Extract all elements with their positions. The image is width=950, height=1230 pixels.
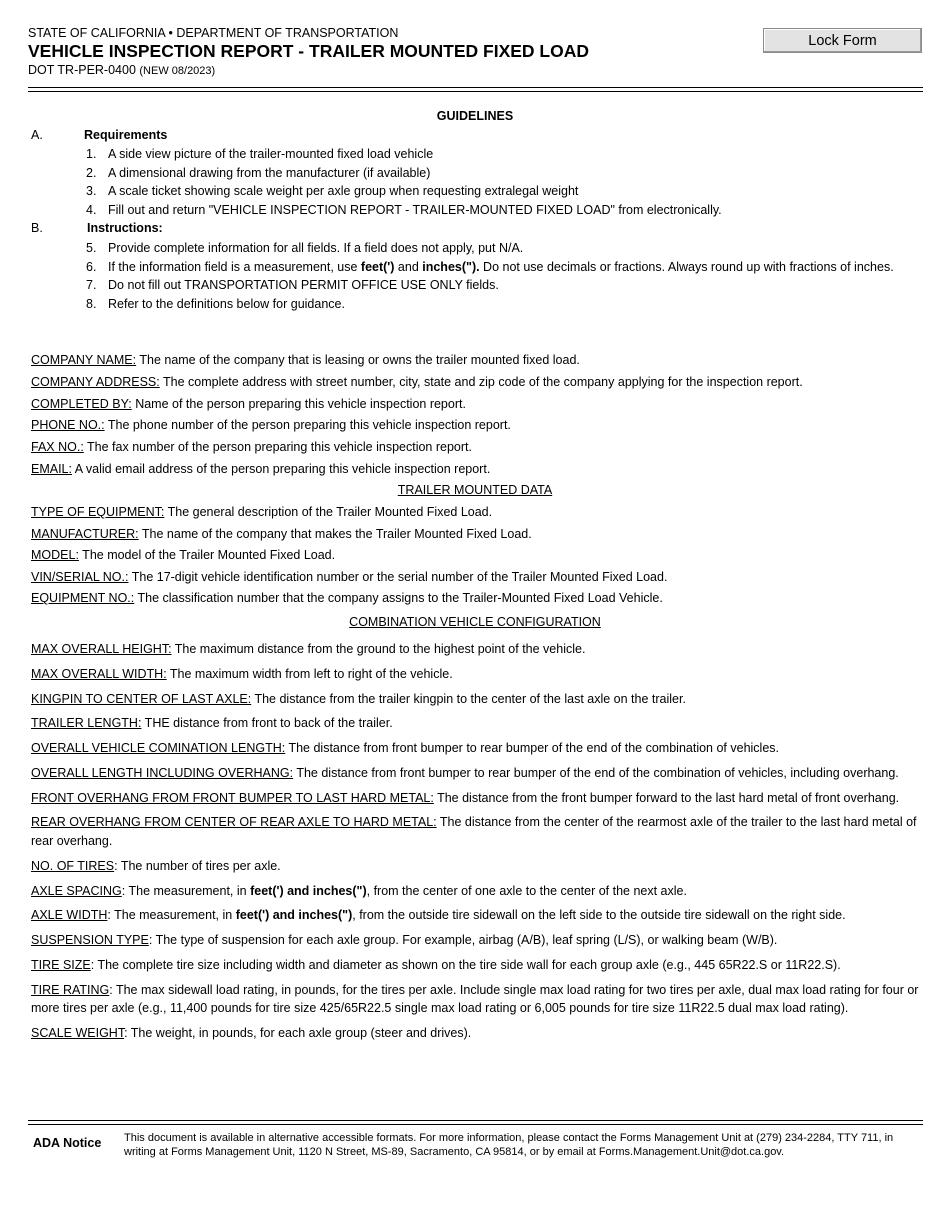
- definition-term: MAX OVERALL HEIGHT:: [31, 642, 172, 656]
- item-text: A side view picture of the trailer-mounted fixed load vehicle: [108, 147, 434, 161]
- definition-text: The maximum distance from the ground to the highest point of the vehicle.: [171, 642, 586, 656]
- divider: [28, 91, 923, 92]
- definition-term: OVERALL VEHICLE COMINATION LENGTH:: [31, 741, 286, 756]
- definition-text: The distance from the trailer kingpin to the center of the last axle on the trailer.: [251, 691, 686, 706]
- definition-text: The distance from front bumper to rear bumper of the end of the combination of vehicles, including overhang.: [293, 765, 899, 780]
- ada-notice-label: ADA Notice: [33, 1136, 102, 1150]
- definition-term: NO. OF TIRES: [31, 858, 115, 873]
- agency-line: STATE OF CALIFORNIA • DEPARTMENT OF TRANSPORTATION: [28, 26, 399, 40]
- definition-text: The distance from the center of the rearmost axle of the trailer to the last hard metal of rear overhang.: [31, 815, 917, 849]
- definition: [31, 372, 923, 394]
- definition-text: : The max sidewall load rating, in pounds, for the tires per axle. Include single max load rating for two tires per axle, dual max load rating for four or more tires per axle (e.g., 11,400 pounds for tire size 425/65R22.5 single max load rating or 6,005 pounds for tire size 11R22.5 dual max load rating).: [31, 982, 919, 1016]
- section-a-title: Requirements: [84, 128, 168, 142]
- definition-term: TYPE OF EQUIPMENT:: [31, 505, 165, 519]
- trailer-definitions: [31, 502, 923, 610]
- item-number: 2.: [86, 165, 97, 180]
- item-number: 3.: [86, 184, 97, 199]
- definition-term: REAR OVERHANG FROM CENTER OF REAR AXLE TO HARD METAL:: [31, 815, 437, 830]
- combination-definitions: [31, 640, 923, 1049]
- list-item: [84, 239, 924, 258]
- definition: [31, 1024, 923, 1043]
- definition-term: COMPANY ADDRESS:: [31, 374, 160, 389]
- item-number: 5.: [86, 241, 97, 255]
- item-number: 6.: [86, 259, 97, 274]
- definition-term: FAX NO.:: [31, 440, 84, 455]
- divider: [28, 1124, 923, 1125]
- definition-term: TIRE RATING: [31, 982, 110, 997]
- definition-term: SCALE WEIGHT: [31, 1026, 125, 1041]
- definition: [31, 394, 923, 416]
- list-item: [84, 276, 924, 295]
- definition-term: SUSPENSION TYPE: [31, 933, 149, 948]
- item-text: Provide complete information for all fields. If a field does not apply, put N/A.: [108, 241, 524, 255]
- definition: [31, 690, 923, 709]
- definition-text: The model of the Trailer Mounted Fixed Load.: [78, 548, 336, 563]
- definition-term: MANUFACTURER:: [31, 526, 139, 541]
- item-number: 4.: [86, 202, 97, 217]
- definition-text: The distance from the front bumper forward to the last hard metal of front overhang.: [433, 790, 900, 805]
- list-item: [84, 201, 924, 220]
- definition-text: : The measurement, in: [121, 883, 251, 898]
- list-item: [84, 182, 924, 201]
- definition-term: TIRE SIZE: [31, 957, 91, 972]
- item-text: Do not use decimals or fractions. Always round up with fractions of inches.: [479, 259, 894, 274]
- definition-text: : The weight, in pounds, for each axle group (steer and drives).: [124, 1026, 472, 1041]
- definition-text: A valid email address of the person preparing this vehicle inspection report.: [72, 461, 491, 476]
- definition: [31, 813, 923, 850]
- definition-text: The complete address with street number, city, state and zip code of the company applying for the inspection report.: [159, 374, 803, 389]
- definition-text: : The complete tire size including width and diameter as shown on the tire side wall for each group axle (e.g., 445 65R22.S or 11R22.S).: [90, 957, 841, 972]
- section-b-letter: B.: [31, 221, 43, 235]
- definition: [31, 567, 923, 589]
- definition: [31, 739, 923, 758]
- definition: [31, 981, 923, 1018]
- divider: [28, 87, 923, 88]
- definition-text: : The measurement, in: [107, 908, 236, 923]
- list-item: [84, 164, 924, 183]
- definition: [31, 906, 923, 925]
- section-a-letter: A.: [31, 128, 43, 142]
- combination-config-heading: COMBINATION VEHICLE CONFIGURATION: [349, 615, 601, 629]
- definition: [31, 882, 923, 901]
- definition-term: PHONE NO.:: [31, 418, 105, 433]
- list-item: [84, 145, 924, 164]
- definition-text: The general description of the Trailer Mounted Fixed Load.: [164, 505, 493, 519]
- item-number: 7.: [86, 278, 97, 293]
- guidelines-heading: GUIDELINES: [436, 109, 514, 123]
- definition: [31, 415, 923, 437]
- definition-term: VIN/SERIAL NO.:: [31, 569, 129, 584]
- definition: [31, 956, 923, 975]
- definition-text: The name of the company that makes the Trailer Mounted Fixed Load.: [138, 526, 532, 541]
- item-text: If the information field is a measurement, use: [108, 259, 361, 274]
- definition-term: OVERALL LENGTH INCLUDING OVERHANG:: [31, 765, 294, 780]
- definition-text: The name of the company that is leasing or owns the trailer mounted fixed load.: [136, 353, 580, 367]
- definition-text: Name of the person preparing this vehicle inspection report.: [131, 396, 466, 411]
- form-number-code: DOT TR-PER-0400: [28, 63, 136, 77]
- definition-text: The fax number of the person preparing this vehicle inspection report.: [83, 440, 472, 455]
- lock-form-button[interactable]: Lock Form: [763, 28, 922, 53]
- definition-text: THE distance from front to back of the trailer.: [141, 716, 393, 731]
- definition-term: COMPANY NAME:: [31, 353, 137, 367]
- item-text: Refer to the definitions below for guidance.: [108, 296, 345, 311]
- definition: [31, 588, 923, 610]
- definition: [31, 459, 923, 481]
- definition: [31, 714, 923, 733]
- form-number: [28, 63, 923, 79]
- definition: [31, 502, 923, 524]
- definition-text: The distance from front bumper to rear bumper of the end of the combination of vehicles.: [285, 741, 780, 756]
- definition-term: TRAILER LENGTH:: [31, 716, 142, 731]
- definition: [31, 545, 923, 567]
- item-text: and: [394, 259, 423, 274]
- definition: [31, 524, 923, 546]
- definition-term: COMPLETED BY:: [31, 396, 132, 411]
- page-title: VEHICLE INSPECTION REPORT - TRAILER MOUNTED FIXED LOAD: [28, 41, 589, 61]
- requirements-list: [84, 145, 924, 219]
- company-definitions: [31, 350, 923, 481]
- definition: [31, 640, 923, 659]
- definition-term: KINGPIN TO CENTER OF LAST AXLE:: [31, 691, 252, 706]
- definition-term: AXLE WIDTH: [31, 908, 108, 923]
- definition: [31, 857, 923, 876]
- definition: [31, 665, 923, 684]
- definition: [31, 764, 923, 783]
- definition-text: The classification number that the company assigns to the Trailer-Mounted Fixed Load Vehicle.: [134, 591, 663, 606]
- definition-text: The phone number of the person preparing this vehicle inspection report.: [104, 418, 511, 433]
- definition-text: , from the center of one axle to the center of the next axle.: [366, 883, 687, 898]
- definition-text-bold: feet(') and inches("): [235, 908, 353, 923]
- item-number: 1.: [86, 147, 97, 161]
- item-text-bold: feet('): [360, 259, 395, 274]
- definition-term: AXLE SPACING: [31, 883, 122, 898]
- definition-text: The 17-digit vehicle identification number or the serial number of the Trailer Mounted Fixed Load.: [128, 569, 668, 584]
- definition-term: FRONT OVERHANG FROM FRONT BUMPER TO LAST HARD METAL:: [31, 790, 434, 805]
- definition: [31, 931, 923, 950]
- definition-term: EQUIPMENT NO.:: [31, 591, 135, 606]
- definition: [31, 437, 923, 459]
- definition-text-bold: feet(') and inches("): [250, 883, 367, 898]
- definition: [31, 350, 923, 372]
- definition-text: : The type of suspension for each axle group. For example, airbag (A/B), leaf spring (L/S), or walking beam (W/B).: [148, 933, 778, 948]
- divider: [28, 1120, 923, 1121]
- definition-text: : The number of tires per axle.: [114, 858, 281, 873]
- trailer-mounted-heading: TRAILER MOUNTED DATA: [397, 483, 553, 497]
- section-b-title: Instructions:: [87, 221, 163, 235]
- item-number: 8.: [86, 296, 97, 311]
- definition-term: MAX OVERALL WIDTH:: [31, 666, 167, 681]
- definition-text: , from the outside tire sidewall on the left side to the outside tire sidewall on the right side.: [352, 908, 846, 923]
- item-text-bold: inches(").: [422, 259, 480, 274]
- list-item: [84, 295, 924, 314]
- definition-text: The maximum width from left to right of the vehicle.: [166, 666, 453, 681]
- ada-notice-text: This document is available in alternative accessible formats. For more information, please contact the Forms Management Unit at (279) 234-2284, TTY 711, in writing at Forms Management Unit, 1120 N Street, MS-89, Sacramento, CA 95814, or by email at Forms.Management.Unit@dot.ca.gov.: [124, 1132, 894, 1158]
- item-text: Fill out and return "VEHICLE INSPECTION REPORT - TRAILER-MOUNTED FIXED LOAD" from electronically.: [108, 202, 722, 217]
- definition: [31, 789, 923, 808]
- item-text: A scale ticket showing scale weight per axle group when requesting extralegal weight: [108, 184, 579, 199]
- item-text: Do not fill out TRANSPORTATION PERMIT OFFICE USE ONLY fields.: [108, 278, 499, 293]
- form-revision: (NEW 08/2023): [139, 65, 216, 77]
- item-text: A dimensional drawing from the manufacturer (if available): [108, 165, 431, 180]
- list-item: [84, 258, 924, 277]
- definition-term: EMAIL:: [31, 461, 72, 476]
- instructions-list: [84, 239, 924, 313]
- definition-term: MODEL:: [31, 548, 79, 563]
